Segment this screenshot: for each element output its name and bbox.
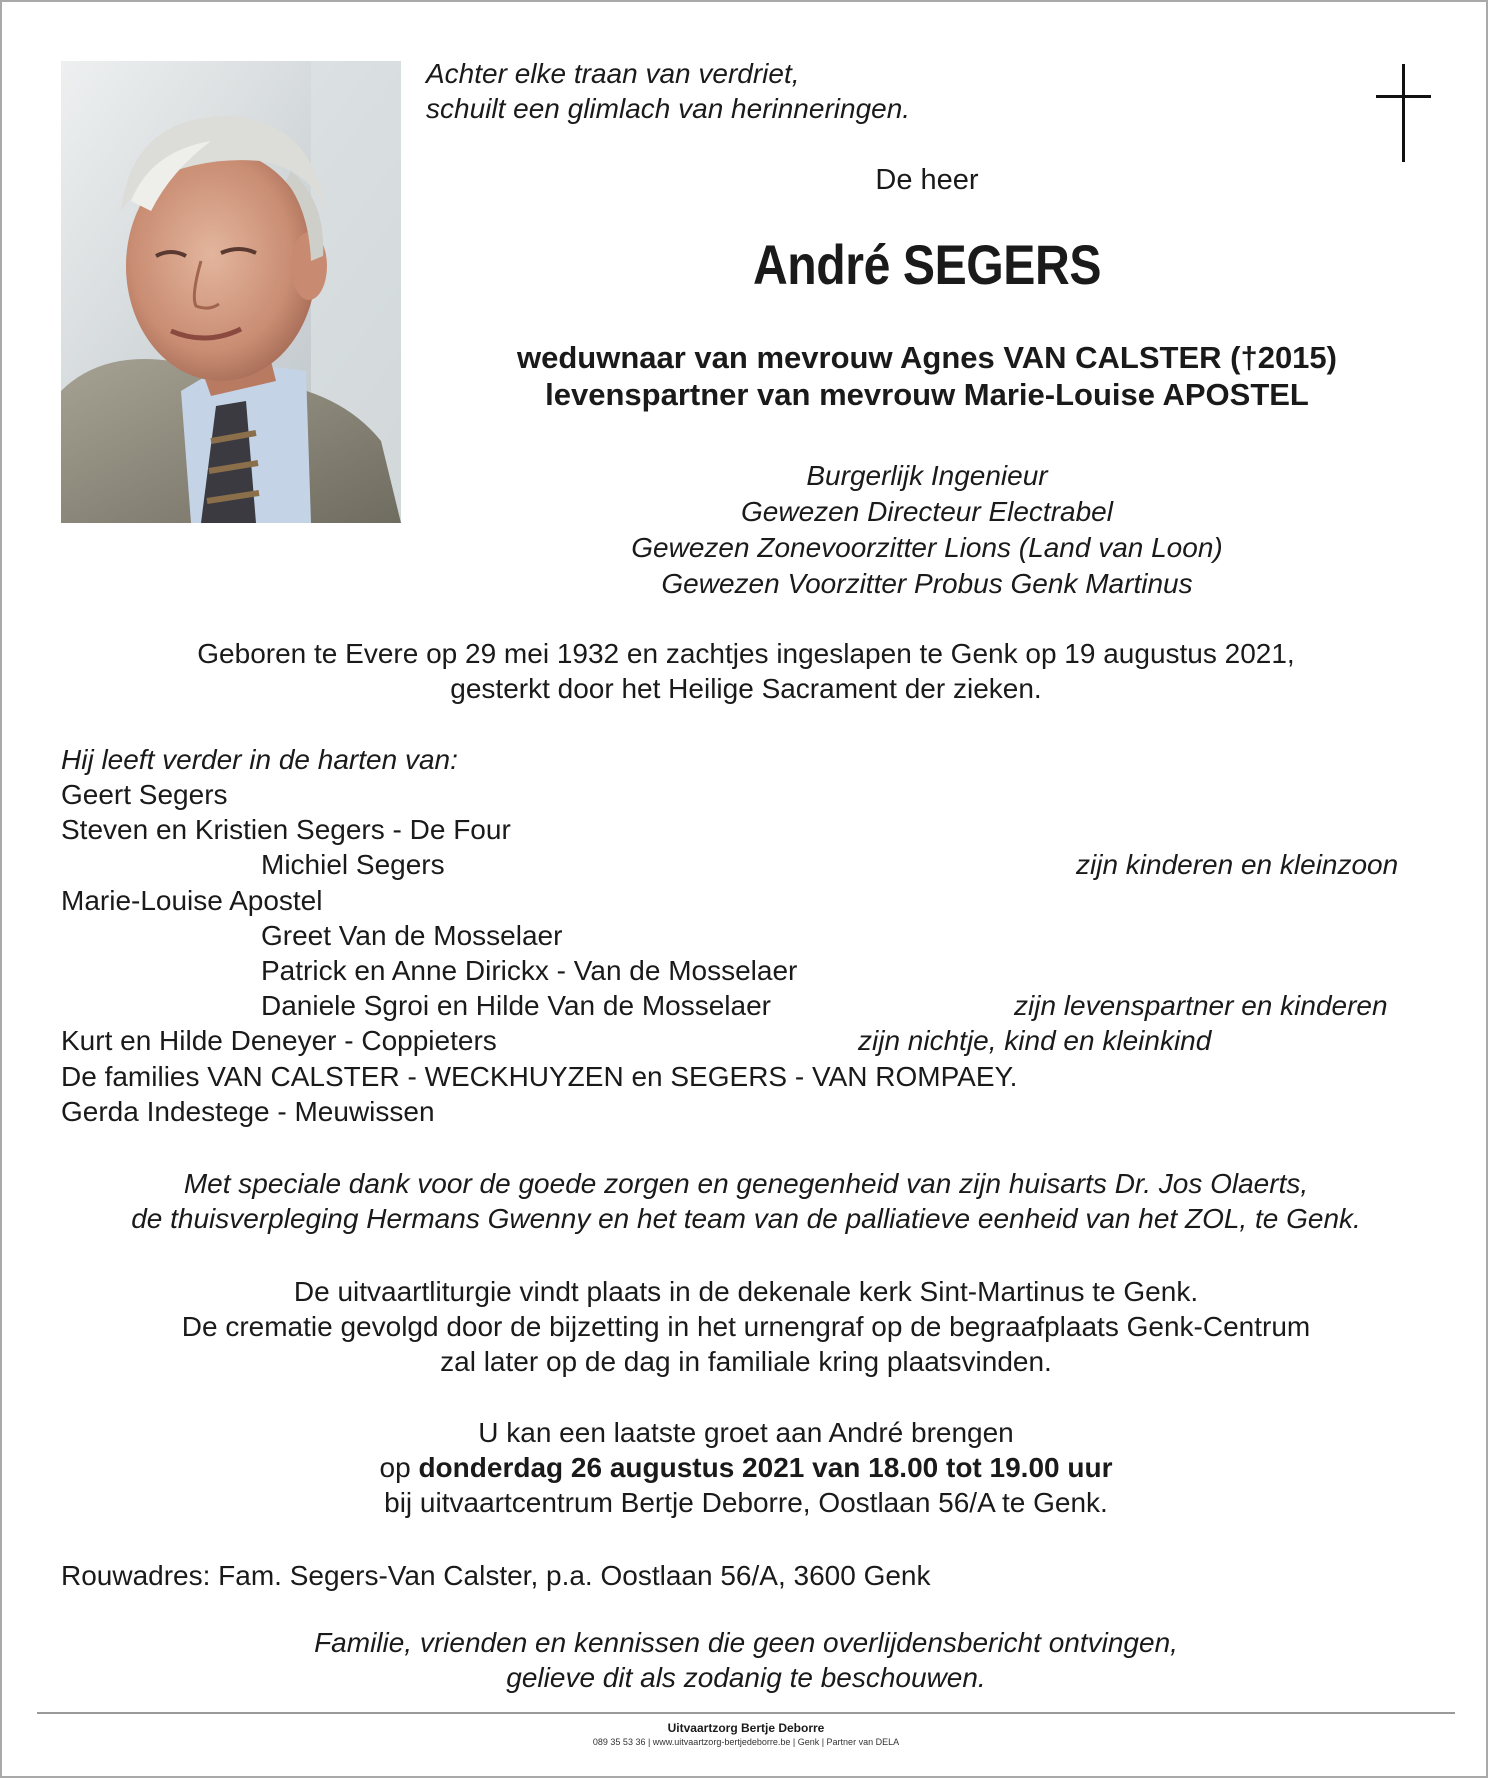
survivor-row bbox=[61, 953, 1431, 988]
survivor-row bbox=[61, 918, 1431, 953]
poem bbox=[426, 56, 910, 126]
deceased-name: André SEGERS bbox=[752, 233, 1102, 296]
portrait-illustration bbox=[61, 61, 401, 523]
thanks-line: Met speciale dank voor de goede zorgen en genegenheid van zijn huisarts Dr. Jos Olaerts, bbox=[183, 1168, 1309, 1199]
funeral-line: De crematie gevolgd door de bijzetting in het urnengraf op de begraafplaats Genk-Centrum bbox=[181, 1311, 1311, 1342]
thanks-line: de thuisverpleging Hermans Gwenny en het team van de palliatieve eenheid van het ZOL, te Genk. bbox=[131, 1203, 1361, 1234]
survivor-name: Kurt en Hilde Deneyer - Coppieters bbox=[61, 1025, 497, 1057]
birth-line: gesterkt door het Heilige Sacrament der zieken. bbox=[450, 673, 1042, 704]
title-line: Burgerlijk Ingenieur bbox=[806, 460, 1048, 491]
footer-info: 089 35 53 36 | www.uitvaartzorg-bertjedeborre.be | Genk | Partner van DELA bbox=[592, 1737, 900, 1747]
survivor-row bbox=[61, 1059, 1431, 1094]
survivor-relation: zijn levenspartner en kinderen bbox=[1014, 990, 1388, 1022]
birth-death-info bbox=[32, 636, 1460, 706]
survivor-name: Patrick en Anne Dirickx - Van de Mosselaer bbox=[261, 954, 798, 986]
survivor-relation: zijn kinderen en kleinzoon bbox=[1076, 849, 1399, 881]
farewell-info bbox=[32, 1415, 1460, 1520]
farewell-date-line bbox=[32, 1450, 1460, 1485]
survivor-name: Michiel Segers bbox=[261, 849, 445, 881]
farewell-line: bij uitvaartcentrum Bertje Deborre, Oostlaan 56/A te Genk. bbox=[384, 1487, 1108, 1518]
title-line: Gewezen Voorzitter Probus Genk Martinus bbox=[661, 568, 1193, 599]
professional-titles bbox=[422, 458, 1432, 602]
survivors-intro: Hij leeft verder in de harten van: bbox=[61, 744, 458, 775]
survivor-name: Marie-Louise Apostel bbox=[61, 884, 323, 916]
farewell-prefix: op bbox=[379, 1452, 419, 1483]
survivor-relation: zijn nichtje, kind en kleinkind bbox=[858, 1025, 1212, 1057]
survivor-name: Steven en Kristien Segers - De Four bbox=[61, 814, 511, 846]
survivor-row bbox=[61, 883, 1431, 918]
survivor-name: Greet Van de Mosselaer bbox=[261, 919, 563, 951]
footer-divider bbox=[37, 1712, 1455, 1714]
survivor-row bbox=[61, 812, 1431, 847]
title-line: Gewezen Zonevoorzitter Lions (Land van Loon) bbox=[631, 532, 1223, 563]
marital-relations bbox=[422, 339, 1432, 413]
poem-line: schuilt een glimlach van herinneringen. bbox=[426, 93, 911, 124]
title-line: Gewezen Directeur Electrabel bbox=[741, 496, 1113, 527]
survivor-name: Geert Segers bbox=[61, 779, 228, 810]
portrait-photo bbox=[61, 61, 401, 523]
farewell-date: donderdag 26 augustus 2021 van 18.00 tot 19.00 uur bbox=[418, 1452, 1113, 1483]
farewell-line: U kan een laatste groet aan André brengen bbox=[478, 1417, 1014, 1448]
funeral-info bbox=[32, 1274, 1460, 1379]
survivor-row bbox=[61, 777, 1431, 812]
survivor-name: Gerda Indestege - Meuwissen bbox=[61, 1095, 435, 1127]
relation-line: weduwnaar van mevrouw Agnes VAN CALSTER (†2015) bbox=[517, 340, 1337, 375]
closing-line: gelieve dit als zodanig te beschouwen. bbox=[506, 1662, 986, 1693]
salutation: De heer bbox=[875, 164, 979, 196]
survivors-list bbox=[61, 777, 1431, 1129]
funeral-line: zal later op de dag in familiale kring plaatsvinden. bbox=[440, 1346, 1052, 1377]
funeral-line: De uitvaartliturgie vindt plaats in de dekenale kerk Sint-Martinus te Genk. bbox=[293, 1276, 1199, 1307]
thanks-message bbox=[32, 1166, 1460, 1236]
poem-line: Achter elke traan van verdriet, bbox=[426, 58, 800, 89]
survivor-name: De families VAN CALSTER - WECKHUYZEN en SEGERS - VAN ROMPAEY. bbox=[61, 1060, 1018, 1092]
survivor-row bbox=[61, 847, 1431, 882]
birth-line: Geboren te Evere op 29 mei 1932 en zachtjes ingeslapen te Genk op 19 augustus 2021, bbox=[197, 638, 1295, 669]
closing-message bbox=[32, 1625, 1460, 1695]
survivor-row bbox=[61, 988, 1431, 1023]
mourning-address: Rouwadres: Fam. Segers-Van Calster, p.a. Oostlaan 56/A, 3600 Genk bbox=[61, 1560, 931, 1591]
survivor-row bbox=[61, 1094, 1431, 1129]
cross-icon bbox=[1362, 64, 1442, 162]
survivor-row bbox=[61, 1023, 1431, 1058]
survivor-name: Daniele Sgroi en Hilde Van de Mosselaer bbox=[261, 990, 771, 1022]
relation-line: levenspartner van mevrouw Marie-Louise APOSTEL bbox=[545, 377, 1309, 412]
closing-line: Familie, vrienden en kennissen die geen overlijdensbericht ontvingen, bbox=[314, 1627, 1178, 1658]
footer-title: Uitvaartzorg Bertje Deborre bbox=[667, 1721, 825, 1735]
